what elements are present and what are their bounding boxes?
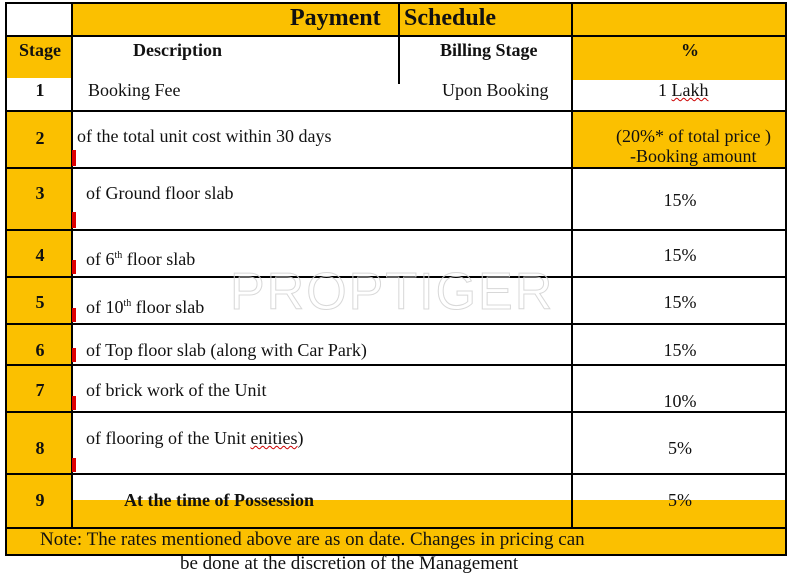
header-percent: %: [681, 40, 699, 60]
header-description: Description: [133, 40, 222, 60]
description-cell: of brick work of the Unit: [86, 380, 267, 400]
table-border: [6, 35, 786, 37]
description-cell: of flooring of the Unit enities): [86, 428, 304, 448]
table-border: [6, 110, 786, 112]
title-schedule: Schedule: [404, 5, 497, 31]
description-cell: Booking Fee: [88, 80, 181, 100]
revision-mark: [72, 348, 76, 362]
percent-cell: 15%: [663, 292, 697, 312]
table-border: [6, 411, 786, 413]
note-line: Note: The rates mentioned above are as on date. Changes in pricing can: [40, 529, 585, 550]
revision-mark: [72, 150, 76, 166]
stage-number: 5: [35, 292, 45, 312]
description-cell: At the time of Possession: [124, 490, 314, 510]
table-border: [6, 473, 786, 475]
revision-mark: [72, 458, 76, 472]
table-border: [571, 2, 573, 528]
table-border: [6, 167, 786, 169]
percent-column-fill: [572, 36, 786, 80]
description-cell: of the total unit cost within 30 days: [77, 126, 332, 146]
revision-mark: [72, 396, 76, 410]
percent-cell: -Booking amount: [630, 146, 757, 166]
stage-number: 7: [35, 380, 45, 400]
table-border: [6, 2, 786, 4]
title-payment: Payment: [290, 5, 381, 31]
stage-number: 6: [35, 340, 45, 360]
table-border: [398, 2, 400, 84]
revision-mark: [72, 308, 76, 322]
percent-cell: (20%* of total price ): [616, 126, 771, 146]
billing-stage-cell: Upon Booking: [442, 80, 549, 100]
percent-cell: 5%: [668, 438, 692, 458]
stage-number: 4: [35, 245, 45, 265]
table-border: [785, 2, 787, 556]
stage-column-fill: [6, 112, 72, 528]
description-cell: of Top floor slab (along with Car Park): [86, 340, 367, 360]
stage-number: 2: [35, 128, 45, 148]
note-line: be done at the discretion of the Management: [180, 553, 519, 574]
table-border: [6, 364, 786, 366]
header-stage: Stage: [19, 40, 61, 60]
header-billing-stage: Billing Stage: [440, 40, 538, 60]
percent-cell: 15%: [663, 245, 697, 265]
percent-cell: 15%: [663, 190, 697, 210]
revision-mark: [72, 212, 76, 228]
stage-number: 8: [35, 438, 45, 458]
table-border: [5, 2, 7, 556]
stage-number: 9: [35, 490, 45, 510]
description-cell: of 10th floor slab: [86, 297, 205, 317]
percent-cell: 15%: [663, 340, 697, 360]
description-cell: of Ground floor slab: [86, 183, 234, 203]
table-border: [6, 229, 786, 231]
percent-cell: 1 Lakh: [658, 80, 709, 100]
table-border: [6, 323, 786, 325]
watermark: PROPTIGER: [230, 263, 555, 321]
percent-cell: 5%: [668, 490, 692, 510]
stage-number: 3: [35, 183, 45, 203]
description-cell: of 6th floor slab: [86, 249, 196, 269]
revision-mark: [72, 260, 76, 274]
percent-cell: 10%: [663, 391, 697, 411]
stage-number: 1: [35, 80, 45, 100]
